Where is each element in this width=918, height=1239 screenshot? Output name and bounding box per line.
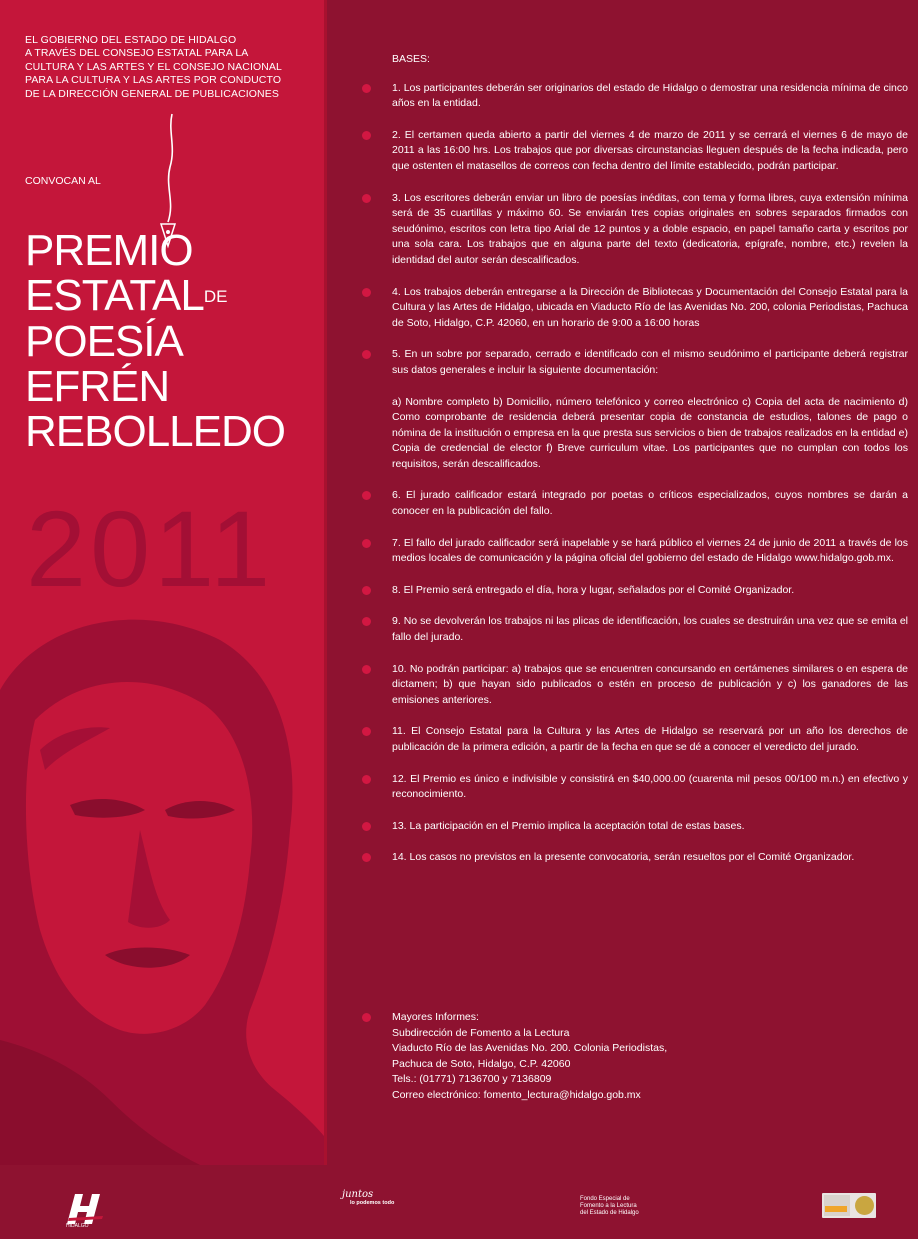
- base-item: [362, 850, 908, 866]
- bullet-icon: [362, 586, 371, 595]
- bullet-icon: [362, 617, 371, 626]
- bullet-icon: [362, 775, 371, 784]
- bullet-icon: [362, 491, 371, 500]
- base-item: [362, 819, 908, 835]
- intro-line: EL GOBIERNO DEL ESTADO DE HIDALGO: [25, 34, 237, 46]
- contact-line: Pachuca de Soto, Hidalgo, C.P. 42060: [392, 1057, 571, 1070]
- portrait-illustration: [0, 600, 327, 1165]
- intro-line: A TRAVÉS DEL CONSEJO ESTATAL PARA LA: [25, 47, 249, 60]
- base-text: 1. Los participantes deberán ser originarios del estado de Hidalgo o demostrar una residencia mínima de cinco años en la entidad.: [392, 81, 908, 110]
- bullet-icon: [362, 822, 371, 831]
- base-text: 12. El Premio es único e indivisible y consistirá en $40,000.00 (cuarenta mil pesos 00/100 m.n.) en efectivo y reconocimiento.: [392, 772, 908, 801]
- fondo-line: del Estado de Hidalgo: [580, 1210, 639, 1216]
- contact-phone: Tels.: (01771) 7136700 y 7136809: [392, 1073, 552, 1086]
- convocan-text: CONVOCAN AL: [25, 175, 101, 187]
- intro-text: [25, 34, 315, 101]
- base-item: [362, 724, 908, 755]
- base-item: [362, 614, 908, 645]
- base-text: 5. En un sobre por separado, cerrado e identificado con el mismo seudónimo el participante deberá registrar sus datos generales e incluir la siguiente documentación:: [392, 348, 908, 376]
- base-text: 11. El Consejo Estatal para la Cultura y las Artes de Hidalgo se reservará por un año los derechos de publicación de la primera edición, a partir de la fecha en que se dé a conocer el veredicto del jurado.: [392, 725, 908, 753]
- hidalgo-logo-label: HIDALGO: [66, 1223, 89, 1229]
- sponsor-footer: [0, 1165, 918, 1239]
- edition-year: 2011: [26, 488, 275, 609]
- juntos-logo-tagline: lo podemos todo: [350, 1200, 395, 1206]
- bullet-icon: [362, 539, 371, 548]
- intro-line: CULTURA Y LAS ARTES Y EL CONSEJO NACIONAL: [25, 60, 282, 73]
- base-text: 14. Los casos no previstos en la presente convocatoria, serán resueltos por el Comité Organizador.: [392, 851, 855, 864]
- title-line: POESÍA: [25, 317, 183, 366]
- conaculta-logo: [822, 1193, 876, 1218]
- contact-line: Subdirección de Fomento a la Lectura: [392, 1026, 570, 1039]
- bases-heading: BASES:: [392, 53, 430, 65]
- fondo-lectura-logo: [580, 1196, 639, 1217]
- contact-heading: Mayores Informes:: [392, 1011, 479, 1023]
- intro-line: DE LA DIRECCIÓN GENERAL DE PUBLICACIONES: [25, 87, 279, 100]
- national-seal-icon: [855, 1196, 874, 1215]
- title-line: PREMIO: [25, 226, 193, 275]
- base-item: [362, 128, 908, 175]
- base-text: 7. El fallo del jurado calificador será inapelable y se hará público el viernes 24 de junio de 2011 a través de los medios locales de comunicación y la página oficial del gobierno del estado de Hidalgo www.hidalgo.gob.mx.: [392, 536, 908, 565]
- base-text: 13. La participación en el Premio implica la aceptación total de estas bases.: [392, 819, 745, 832]
- award-title: [25, 228, 285, 454]
- base-item: [362, 285, 908, 332]
- base-item: [362, 536, 908, 567]
- conaculta-bar: [825, 1206, 847, 1212]
- title-de: DE: [203, 287, 228, 306]
- bullet-icon: [362, 853, 371, 862]
- juntos-logo: [342, 1189, 394, 1206]
- bullet-icon: [362, 84, 371, 93]
- bullet-icon: [362, 194, 371, 203]
- juntos-logo-text: juntos: [342, 1189, 374, 1200]
- contact-line: Viaducto Río de las Avenidas No. 200. Colonia Periodistas,: [392, 1042, 668, 1055]
- base-text: 8. El Premio será entregado el día, hora y lugar, señalados por el Comité Organizador.: [392, 583, 795, 596]
- title-line: REBOLLEDO: [25, 407, 285, 456]
- base-text: 2. El certamen queda abierto a partir del viernes 4 de marzo de 2011 y se cerrará el viernes 6 de mayo de 2011 a las 16:00 hrs. Los trabajos que por diversas circunstancias lleguen después de la fecha indicada, pero que ostenten el matasellos de correos con fecha dentro del límite establecido, podrán participar.: [392, 128, 908, 172]
- base-text: 6. El jurado calificador estará integrado por poetas o críticos especializados, cuyos nombres se darán a conocer en la publicación del fallo.: [392, 489, 908, 518]
- title-line: EFRÉN: [25, 362, 170, 411]
- bullet-icon: [362, 665, 371, 674]
- base-item: [362, 81, 908, 112]
- base-item: [362, 662, 908, 709]
- bullet-icon: [362, 1013, 371, 1022]
- bullet-icon: [362, 131, 371, 140]
- bullet-icon: [362, 288, 371, 297]
- title-line: ESTATAL: [25, 271, 204, 320]
- base-item: [362, 772, 908, 803]
- bullet-icon: [362, 727, 371, 736]
- fondo-line: Fondo Especial de: [580, 1196, 630, 1202]
- bullet-icon: [362, 350, 371, 359]
- base-item: [362, 191, 908, 269]
- base-text: 3. Los escritores deberán enviar un libro de poesías inéditas, con tema y forma libres, cuya extensión mínima será de 35 cuartillas y máximo 60. Se enviarán tres copias originales en sobres separados firmados con seudónimo, escritos con letra tipo Arial de 12 puntos y a doble espacio, en papel tamaño carta y escritos por una sola cara. Los trabajos que en alguna parte del texto (dedicatoria, epígrafe, nombre, etc.) revelen la identidad del autor serán descalificados.: [392, 191, 908, 266]
- intro-line: PARA LA CULTURA Y LAS ARTES POR CONDUCTO: [25, 74, 282, 87]
- base-subtext: a) Nombre completo b) Domicilio, número telefónico y correo electrónico c) Copia del acta de nacimiento d) Como comprobante de residencia deberá presentar copia de constancia de estudios, talones de pago o nómina de la institución o empresa en la que presta sus servicios o bien de trabajos realizados en la entidad e) Copia de credencial de elector f) Breve curriculum vitae. Los participantes que no cumplan con todos los requisitos, serán descalificados.: [392, 395, 908, 470]
- fondo-line: Fomento a la Lectura: [580, 1203, 637, 1209]
- base-text: 4. Los trabajos deberán entregarse a la Dirección de Bibliotecas y Documentación del Consejo Estatal para la Cultura y las Artes de Hidalgo, ubicada en Viaducto Río de las Avenidas No. 200, colonia Periodistas, Pachuca de Soto, Hidalgo, C.P. 42060, en un horario de 9:00 a 16:00 horas: [392, 285, 908, 329]
- contact-email[interactable]: Correo electrónico: fomento_lectura@hidalgo.gob.mx: [392, 1088, 641, 1101]
- base-text: 9. No se devolverán los trabajos ni las plicas de identificación, los cuales se destruirán una vez que se emita el fallo del jurado.: [392, 615, 908, 644]
- contact-info: [362, 1010, 908, 1104]
- base-text: 10. No podrán participar: a) trabajos que se encuentren concursando en certámenes similares o en espera de dictamen; b) que hayan sido publicados o estén en proceso de publicación y c) los ganadores de las emisiones anteriores.: [392, 662, 908, 706]
- left-panel: [0, 0, 327, 1165]
- base-item: [362, 488, 908, 519]
- base-item: [362, 583, 908, 599]
- bases-section: [362, 52, 908, 882]
- base-item: [362, 347, 908, 472]
